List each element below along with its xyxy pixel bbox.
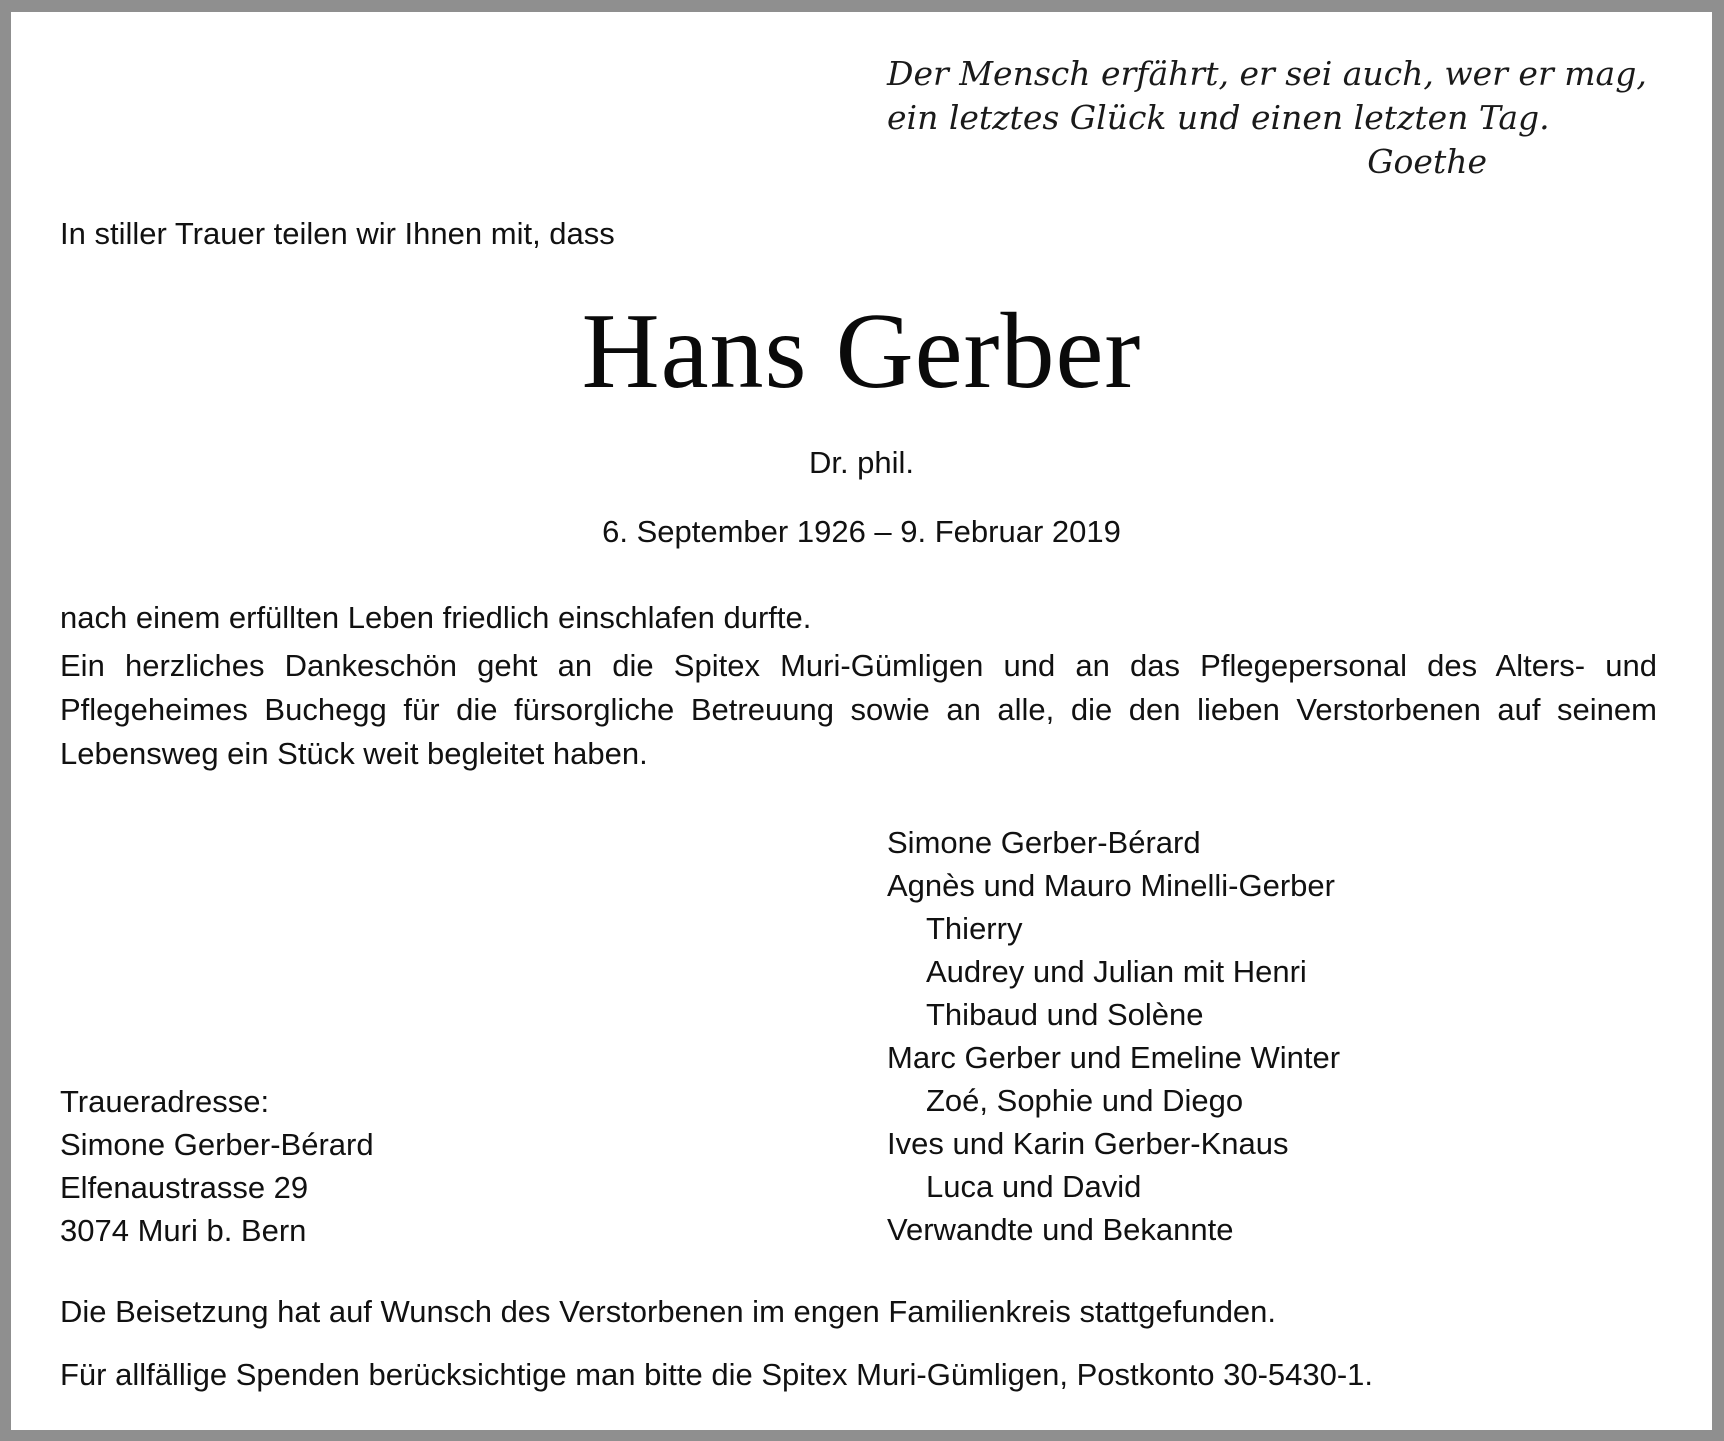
family-member: Marc Gerber und Emeline Winter bbox=[887, 1040, 1341, 1075]
family-member: Luca und David bbox=[926, 1169, 1142, 1204]
address-label: Traueradresse: bbox=[60, 1084, 270, 1119]
family-member: Agnès und Mauro Minelli-Gerber bbox=[887, 868, 1335, 903]
family-list bbox=[887, 821, 1340, 1251]
deceased-name: Hans Gerber bbox=[581, 292, 1142, 411]
burial-note: Die Beisetzung hat auf Wunsch des Verstorbenen im engen Familienkreis stattgefunden. bbox=[60, 1294, 1277, 1329]
life-dates: 6. September 1926 – 9. Februar 2019 bbox=[602, 514, 1121, 549]
deceased-title: Dr. phil. bbox=[808, 445, 915, 480]
intro-text: In stiller Trauer teilen wir Ihnen mit, dass bbox=[60, 216, 615, 251]
passed-text: nach einem erfüllten Leben friedlich einschlafen durfte. bbox=[60, 600, 812, 635]
address-city: 3074 Muri b. Bern bbox=[60, 1213, 307, 1248]
quote-author: Goethe bbox=[1367, 142, 1487, 181]
family-member: Audrey und Julian mit Henri bbox=[926, 954, 1307, 989]
thanks-paragraph: Ein herzliches Dankeschön geht an die Spitex Muri-Gümligen und an das Pflegepersonal des Alters- und Pflegeheimes Buchegg für die fürsorgliche Betreuung sowie an alle, die den lieben Verstorbenen auf seinem Lebensweg ein Stück weit begleitet haben. bbox=[60, 648, 1657, 771]
family-member: Simone Gerber-Bérard bbox=[887, 825, 1201, 860]
family-member: Zoé, Sophie und Diego bbox=[926, 1083, 1244, 1118]
address-name: Simone Gerber-Bérard bbox=[60, 1127, 374, 1162]
goethe-quote bbox=[887, 52, 1647, 184]
quote-line-2: ein letztes Glück und einen letzten Tag. bbox=[887, 98, 1550, 137]
address-street: Elfenaustrasse 29 bbox=[60, 1170, 309, 1205]
family-member: Verwandte und Bekannte bbox=[887, 1212, 1234, 1247]
mourning-address bbox=[60, 1080, 374, 1252]
donations-note: Für allfällige Spenden berücksichtige man bitte die Spitex Muri-Gümligen, Postkonto 30-5430-1. bbox=[60, 1357, 1374, 1392]
quote-line-1: Der Mensch erfährt, er sei auch, wer er mag, bbox=[887, 54, 1647, 93]
family-member: Thierry bbox=[926, 911, 1023, 946]
family-member: Ives und Karin Gerber-Knaus bbox=[887, 1126, 1289, 1161]
obituary-page bbox=[11, 12, 1712, 1430]
family-member: Thibaud und Solène bbox=[926, 997, 1204, 1032]
